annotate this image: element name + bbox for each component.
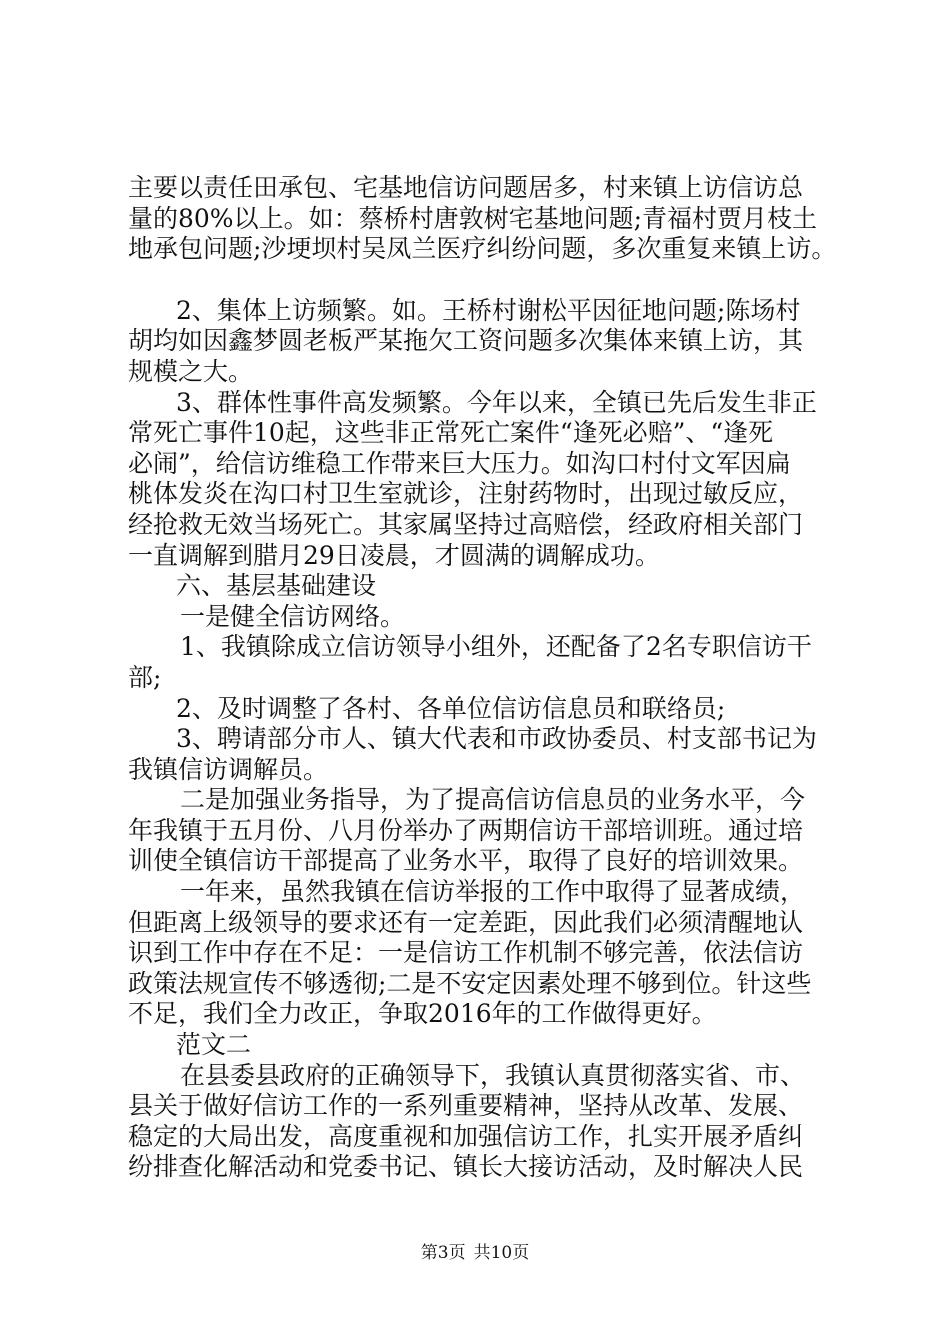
body-line: 一直调解到腊月29日凌晨，才圆满的调解成功。: [128, 540, 660, 570]
body-line: 3、群体性事件高发频繁。今年以来，全镇已先后发生非正: [176, 387, 817, 417]
page-total: 共10页: [473, 1243, 530, 1263]
body-line: 一年来，虽然我镇在信访举报的工作中取得了显著成绩，: [180, 877, 806, 907]
body-line: 但距离上级领导的要求还有一定差距，因此我们必须清醒地认: [128, 907, 804, 937]
body-line: 不足，我们全力改正，争取2016年的工作做得更好。: [128, 999, 717, 1029]
body-line: 规模之大。: [128, 356, 254, 386]
body-line: 年我镇于五月份、八月份举办了两期信访干部培训班。通过培: [128, 815, 804, 845]
body-line: 桃体发炎在沟口村卫生室就诊，注射药物时，出现过敏反应，: [128, 479, 804, 509]
document-body: [128, 173, 850, 1183]
body-line: 纷排查化解活动和党委书记、镇长大接访活动，及时解决人民: [128, 1152, 804, 1182]
body-line: 必闹”，给信访维稳工作带来巨大压力。如沟口村付文军因扁: [128, 448, 791, 478]
body-line: 县关于做好信访工作的一系列重要精神，坚持从改革、发展、: [128, 1091, 804, 1121]
body-line: 主要以责任田承包、宅基地信访问题居多，村来镇上访信访总: [128, 173, 804, 202]
body-line: 1、我镇除成立信访领导小组外，还配备了2名专职信访干: [180, 632, 812, 662]
body-line: 训使全镇信访干部提高了业务水平，取得了良好的培训效果。: [128, 846, 804, 876]
section-heading: 范文二: [176, 1030, 252, 1060]
body-line: 我镇信访调解员。: [128, 754, 329, 784]
page-number: 第3页: [420, 1243, 466, 1263]
body-line: 部;: [128, 662, 162, 692]
subsection-heading: 一是健全信访网络。: [180, 601, 406, 631]
body-line: 识到工作中存在不足：一是信访工作机制不够完善，依法信访: [128, 938, 804, 968]
body-line: 胡均如因鑫梦圆老板严某拖欠工资问题多次集体来镇上访，其: [128, 326, 804, 356]
body-line: 2、集体上访频繁。如。王桥村谢松平因征地问题;陈场村: [176, 295, 801, 325]
page-footer: [0, 1242, 950, 1264]
body-line: 地承包问题;沙埂坝村吴凤兰医疗纠纷问题，多次重复来镇上访。: [128, 234, 837, 264]
body-line: 经抢救无效当场死亡。其家属坚持过高赔偿，经政府相关部门: [128, 509, 804, 539]
body-line: 在县委县政府的正确领导下，我镇认真贯彻落实省、市、: [180, 1060, 806, 1090]
body-line: 3、聘请部分市人、镇大代表和市政协委员、村支部书记为: [176, 724, 817, 754]
body-line: 政策法规宣传不够透彻;二是不安定因素处理不够到位。针这些: [128, 968, 812, 998]
body-line: 量的80%以上。如：蔡桥村唐敦树宅基地问题;青福村贾月枝土: [128, 203, 817, 233]
body-line: 常死亡事件10起，这些非正常死亡案件“逢死必赔”、“逢死: [128, 418, 774, 448]
body-line: 稳定的大局出发，高度重视和加强信访工作，扎实开展矛盾纠: [128, 1121, 804, 1151]
paragraph-gap: [128, 265, 850, 296]
body-line: 2、及时调整了各村、各单位信访信息员和联络员;: [176, 693, 726, 723]
section-heading: 六、基层基础建设: [176, 571, 377, 601]
body-line: 二是加强业务指导，为了提高信访信息员的业务水平，今: [180, 785, 806, 815]
